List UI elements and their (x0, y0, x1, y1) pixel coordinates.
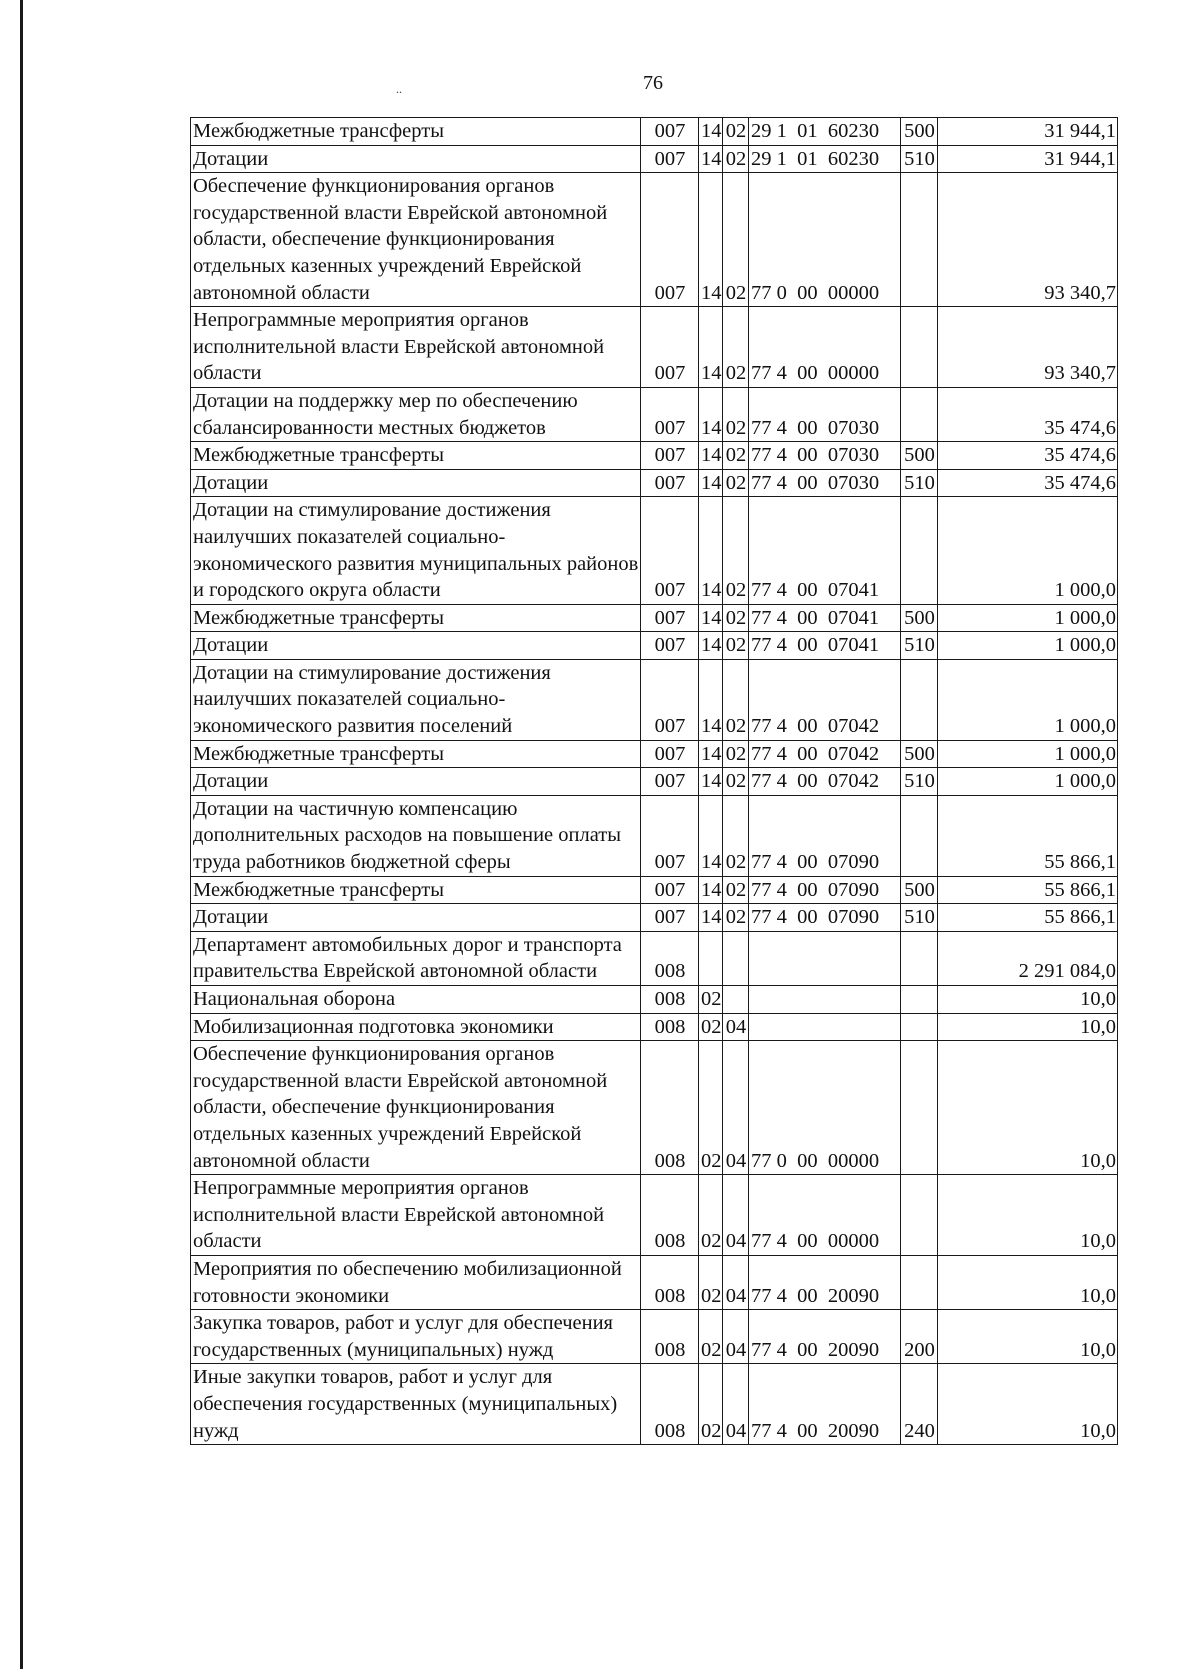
table-row (191, 469, 1118, 497)
row-target-article-cell: 77 4 00 20090 (749, 1364, 901, 1445)
row-name-cell: Дотации (191, 145, 641, 173)
row-ved-code-cell: 007 (641, 795, 699, 876)
row-expense-type-cell (901, 659, 938, 740)
row-section-code-cell: 14 (699, 740, 723, 768)
row-target-article-cell: 77 0 00 00000 (749, 1041, 901, 1175)
row-name-cell: Дотации (191, 632, 641, 660)
row-sum-cell: 10,0 (938, 986, 1118, 1014)
row-expense-type-cell (901, 1175, 938, 1256)
row-subsection-code-cell: 02 (723, 904, 749, 932)
table-row (191, 1310, 1118, 1364)
row-subsection-code-cell: 02 (723, 740, 749, 768)
row-ved-code-cell: 007 (641, 904, 699, 932)
row-section-code-cell: 14 (699, 795, 723, 876)
row-section-code-cell: 14 (699, 604, 723, 632)
row-sum-cell: 55 866,1 (938, 904, 1118, 932)
row-ved-code-cell: 007 (641, 604, 699, 632)
row-target-article-cell: 77 4 00 20090 (749, 1310, 901, 1364)
row-expense-type-cell: 200 (901, 1310, 938, 1364)
row-name-cell: Иные закупки товаров, работ и услуг для обеспечения государственных (муниципальных) нужд (191, 1364, 641, 1445)
row-expense-type-cell (901, 173, 938, 307)
row-section-code-cell: 14 (699, 659, 723, 740)
row-subsection-code-cell: 02 (723, 795, 749, 876)
row-expense-type-cell: 500 (901, 876, 938, 904)
table-row (191, 931, 1118, 985)
binding-edge-line (20, 0, 23, 1669)
row-ved-code-cell: 008 (641, 1255, 699, 1309)
row-name-cell: Национальная оборона (191, 986, 641, 1014)
row-expense-type-cell (901, 795, 938, 876)
row-expense-type-cell: 510 (901, 469, 938, 497)
row-subsection-code-cell: 02 (723, 876, 749, 904)
row-target-article-cell: 77 4 00 07041 (749, 632, 901, 660)
row-target-article-cell: 77 4 00 07042 (749, 740, 901, 768)
row-ved-code-cell: 007 (641, 876, 699, 904)
row-ved-code-cell: 007 (641, 307, 699, 388)
row-expense-type-cell (901, 931, 938, 985)
row-name-cell: Мероприятия по обеспечению мобилизационной готовности экономики (191, 1255, 641, 1309)
row-sum-cell: 35 474,6 (938, 387, 1118, 441)
row-ved-code-cell: 007 (641, 118, 699, 146)
row-section-code-cell: 14 (699, 118, 723, 146)
row-ved-code-cell: 007 (641, 768, 699, 796)
row-subsection-code-cell: 04 (723, 1013, 749, 1041)
row-ved-code-cell: 007 (641, 145, 699, 173)
row-subsection-code-cell: 04 (723, 1310, 749, 1364)
row-target-article-cell: 77 4 00 00000 (749, 307, 901, 388)
row-sum-cell: 35 474,6 (938, 469, 1118, 497)
table-row (191, 387, 1118, 441)
row-name-cell: Дотации (191, 768, 641, 796)
row-sum-cell: 10,0 (938, 1364, 1118, 1445)
table-row (191, 740, 1118, 768)
row-section-code-cell: 14 (699, 387, 723, 441)
row-name-cell: Мобилизационная подготовка экономики (191, 1013, 641, 1041)
row-sum-cell: 1 000,0 (938, 768, 1118, 796)
row-name-cell: Межбюджетные трансферты (191, 604, 641, 632)
row-sum-cell: 10,0 (938, 1255, 1118, 1309)
row-subsection-code-cell: 04 (723, 1364, 749, 1445)
row-target-article-cell: 77 4 00 07030 (749, 387, 901, 441)
row-subsection-code-cell (723, 986, 749, 1014)
row-sum-cell: 10,0 (938, 1175, 1118, 1256)
row-section-code-cell: 02 (699, 1041, 723, 1175)
row-ved-code-cell: 008 (641, 986, 699, 1014)
row-subsection-code-cell: 02 (723, 497, 749, 604)
row-expense-type-cell: 510 (901, 768, 938, 796)
row-name-cell: Дотации на стимулирование достижения наилучших показателей социально-экономического развития муниципальных районов и городского округа области (191, 497, 641, 604)
row-expense-type-cell: 510 (901, 632, 938, 660)
row-sum-cell: 1 000,0 (938, 497, 1118, 604)
table-row (191, 173, 1118, 307)
row-ved-code-cell: 007 (641, 632, 699, 660)
row-target-article-cell: 77 4 00 07090 (749, 795, 901, 876)
budget-table (190, 117, 1118, 1445)
row-sum-cell: 1 000,0 (938, 604, 1118, 632)
row-target-article-cell: 77 0 00 00000 (749, 173, 901, 307)
row-target-article-cell (749, 931, 901, 985)
row-name-cell: Обеспечение функционирования органов государственной власти Еврейской автономной области, обеспечение функционирования отдельных казенных учреждений Еврейской автономной области (191, 173, 641, 307)
row-target-article-cell: 77 4 00 07030 (749, 442, 901, 470)
table-row (191, 442, 1118, 470)
row-target-article-cell: 77 4 00 07090 (749, 904, 901, 932)
row-section-code-cell: 02 (699, 1310, 723, 1364)
row-section-code-cell: 14 (699, 904, 723, 932)
row-name-cell: Непрограммные мероприятия органов исполнительной власти Еврейской автономной области (191, 1175, 641, 1256)
scan-speck: .. (396, 82, 402, 96)
row-subsection-code-cell: 02 (723, 768, 749, 796)
row-expense-type-cell: 510 (901, 145, 938, 173)
table-row (191, 604, 1118, 632)
row-expense-type-cell: 500 (901, 442, 938, 470)
row-target-article-cell: 77 4 00 00000 (749, 1175, 901, 1256)
table-row (191, 1255, 1118, 1309)
row-sum-cell: 93 340,7 (938, 307, 1118, 388)
row-section-code-cell: 14 (699, 442, 723, 470)
row-name-cell: Дотации (191, 469, 641, 497)
table-row (191, 1364, 1118, 1445)
row-sum-cell: 1 000,0 (938, 740, 1118, 768)
row-expense-type-cell (901, 1041, 938, 1175)
row-sum-cell: 2 291 084,0 (938, 931, 1118, 985)
row-ved-code-cell: 007 (641, 659, 699, 740)
row-ved-code-cell: 008 (641, 1175, 699, 1256)
row-sum-cell: 10,0 (938, 1013, 1118, 1041)
row-subsection-code-cell: 04 (723, 1255, 749, 1309)
table-row (191, 904, 1118, 932)
row-name-cell: Департамент автомобильных дорог и транспорта правительства Еврейской автономной области (191, 931, 641, 985)
row-name-cell: Дотации на частичную компенсацию дополнительных расходов на повышение оплаты труда работников бюджетной сферы (191, 795, 641, 876)
row-subsection-code-cell: 02 (723, 145, 749, 173)
row-sum-cell: 31 944,1 (938, 145, 1118, 173)
table-row (191, 1041, 1118, 1175)
row-ved-code-cell: 008 (641, 1013, 699, 1041)
row-target-article-cell: 77 4 00 20090 (749, 1255, 901, 1309)
row-expense-type-cell (901, 1255, 938, 1309)
table-row (191, 1013, 1118, 1041)
row-expense-type-cell: 500 (901, 604, 938, 632)
table-row (191, 632, 1118, 660)
row-name-cell: Дотации на поддержку мер по обеспечению сбалансированности местных бюджетов (191, 387, 641, 441)
row-name-cell: Обеспечение функционирования органов государственной власти Еврейской автономной области, обеспечение функционирования отдельных казенных учреждений Еврейской автономной области (191, 1041, 641, 1175)
row-subsection-code-cell: 02 (723, 387, 749, 441)
row-expense-type-cell: 500 (901, 740, 938, 768)
row-section-code-cell: 14 (699, 632, 723, 660)
row-expense-type-cell: 510 (901, 904, 938, 932)
row-name-cell: Дотации на стимулирование достижения наилучших показателей социально-экономического развития поселений (191, 659, 641, 740)
table-row (191, 1175, 1118, 1256)
row-subsection-code-cell: 02 (723, 442, 749, 470)
row-subsection-code-cell: 02 (723, 173, 749, 307)
row-expense-type-cell (901, 387, 938, 441)
row-target-article-cell: 77 4 00 07042 (749, 659, 901, 740)
table-row (191, 768, 1118, 796)
row-ved-code-cell: 007 (641, 173, 699, 307)
row-expense-type-cell: 500 (901, 118, 938, 146)
row-expense-type-cell (901, 307, 938, 388)
row-section-code-cell: 14 (699, 469, 723, 497)
row-section-code-cell: 14 (699, 876, 723, 904)
table-row (191, 307, 1118, 388)
table-row (191, 659, 1118, 740)
row-section-code-cell: 14 (699, 307, 723, 388)
table-row (191, 118, 1118, 146)
row-ved-code-cell: 007 (641, 469, 699, 497)
row-section-code-cell: 14 (699, 145, 723, 173)
row-expense-type-cell (901, 986, 938, 1014)
row-ved-code-cell: 007 (641, 740, 699, 768)
row-section-code-cell: 14 (699, 497, 723, 604)
row-subsection-code-cell: 02 (723, 632, 749, 660)
row-target-article-cell (749, 986, 901, 1014)
row-sum-cell: 1 000,0 (938, 632, 1118, 660)
row-name-cell: Межбюджетные трансферты (191, 740, 641, 768)
row-ved-code-cell: 008 (641, 1310, 699, 1364)
row-target-article-cell: 77 4 00 07090 (749, 876, 901, 904)
row-subsection-code-cell: 02 (723, 118, 749, 146)
table-row (191, 145, 1118, 173)
row-section-code-cell: 02 (699, 1364, 723, 1445)
row-sum-cell: 1 000,0 (938, 659, 1118, 740)
table-row (191, 497, 1118, 604)
row-section-code-cell (699, 931, 723, 985)
row-subsection-code-cell: 02 (723, 469, 749, 497)
row-sum-cell: 10,0 (938, 1041, 1118, 1175)
row-section-code-cell: 14 (699, 173, 723, 307)
row-section-code-cell: 02 (699, 986, 723, 1014)
row-section-code-cell: 14 (699, 768, 723, 796)
row-expense-type-cell: 240 (901, 1364, 938, 1445)
row-expense-type-cell (901, 497, 938, 604)
table-row (191, 986, 1118, 1014)
row-name-cell: Межбюджетные трансферты (191, 118, 641, 146)
row-sum-cell: 10,0 (938, 1310, 1118, 1364)
row-section-code-cell: 02 (699, 1255, 723, 1309)
row-subsection-code-cell: 02 (723, 659, 749, 740)
row-ved-code-cell: 007 (641, 442, 699, 470)
row-name-cell: Дотации (191, 904, 641, 932)
row-subsection-code-cell: 04 (723, 1175, 749, 1256)
row-target-article-cell: 29 1 01 60230 (749, 145, 901, 173)
row-name-cell: Непрограммные мероприятия органов исполнительной власти Еврейской автономной области (191, 307, 641, 388)
row-subsection-code-cell: 04 (723, 1041, 749, 1175)
row-sum-cell: 93 340,7 (938, 173, 1118, 307)
row-sum-cell: 35 474,6 (938, 442, 1118, 470)
row-section-code-cell: 02 (699, 1175, 723, 1256)
row-target-article-cell (749, 1013, 901, 1041)
row-ved-code-cell: 007 (641, 387, 699, 441)
row-section-code-cell: 02 (699, 1013, 723, 1041)
row-target-article-cell: 29 1 01 60230 (749, 118, 901, 146)
row-ved-code-cell: 008 (641, 1041, 699, 1175)
row-ved-code-cell: 007 (641, 497, 699, 604)
table-row (191, 795, 1118, 876)
row-name-cell: Закупка товаров, работ и услуг для обеспечения государственных (муниципальных) нужд (191, 1310, 641, 1364)
row-name-cell: Межбюджетные трансферты (191, 876, 641, 904)
row-target-article-cell: 77 4 00 07030 (749, 469, 901, 497)
row-target-article-cell: 77 4 00 07041 (749, 497, 901, 604)
page-number: 76 (643, 72, 663, 94)
row-sum-cell: 55 866,1 (938, 876, 1118, 904)
row-sum-cell: 55 866,1 (938, 795, 1118, 876)
row-name-cell: Межбюджетные трансферты (191, 442, 641, 470)
table-row (191, 876, 1118, 904)
row-ved-code-cell: 008 (641, 1364, 699, 1445)
row-expense-type-cell (901, 1013, 938, 1041)
row-target-article-cell: 77 4 00 07042 (749, 768, 901, 796)
row-subsection-code-cell: 02 (723, 307, 749, 388)
budget-table-body (191, 118, 1118, 1445)
row-subsection-code-cell: 02 (723, 604, 749, 632)
row-ved-code-cell: 008 (641, 931, 699, 985)
row-target-article-cell: 77 4 00 07041 (749, 604, 901, 632)
row-sum-cell: 31 944,1 (938, 118, 1118, 146)
row-subsection-code-cell (723, 931, 749, 985)
